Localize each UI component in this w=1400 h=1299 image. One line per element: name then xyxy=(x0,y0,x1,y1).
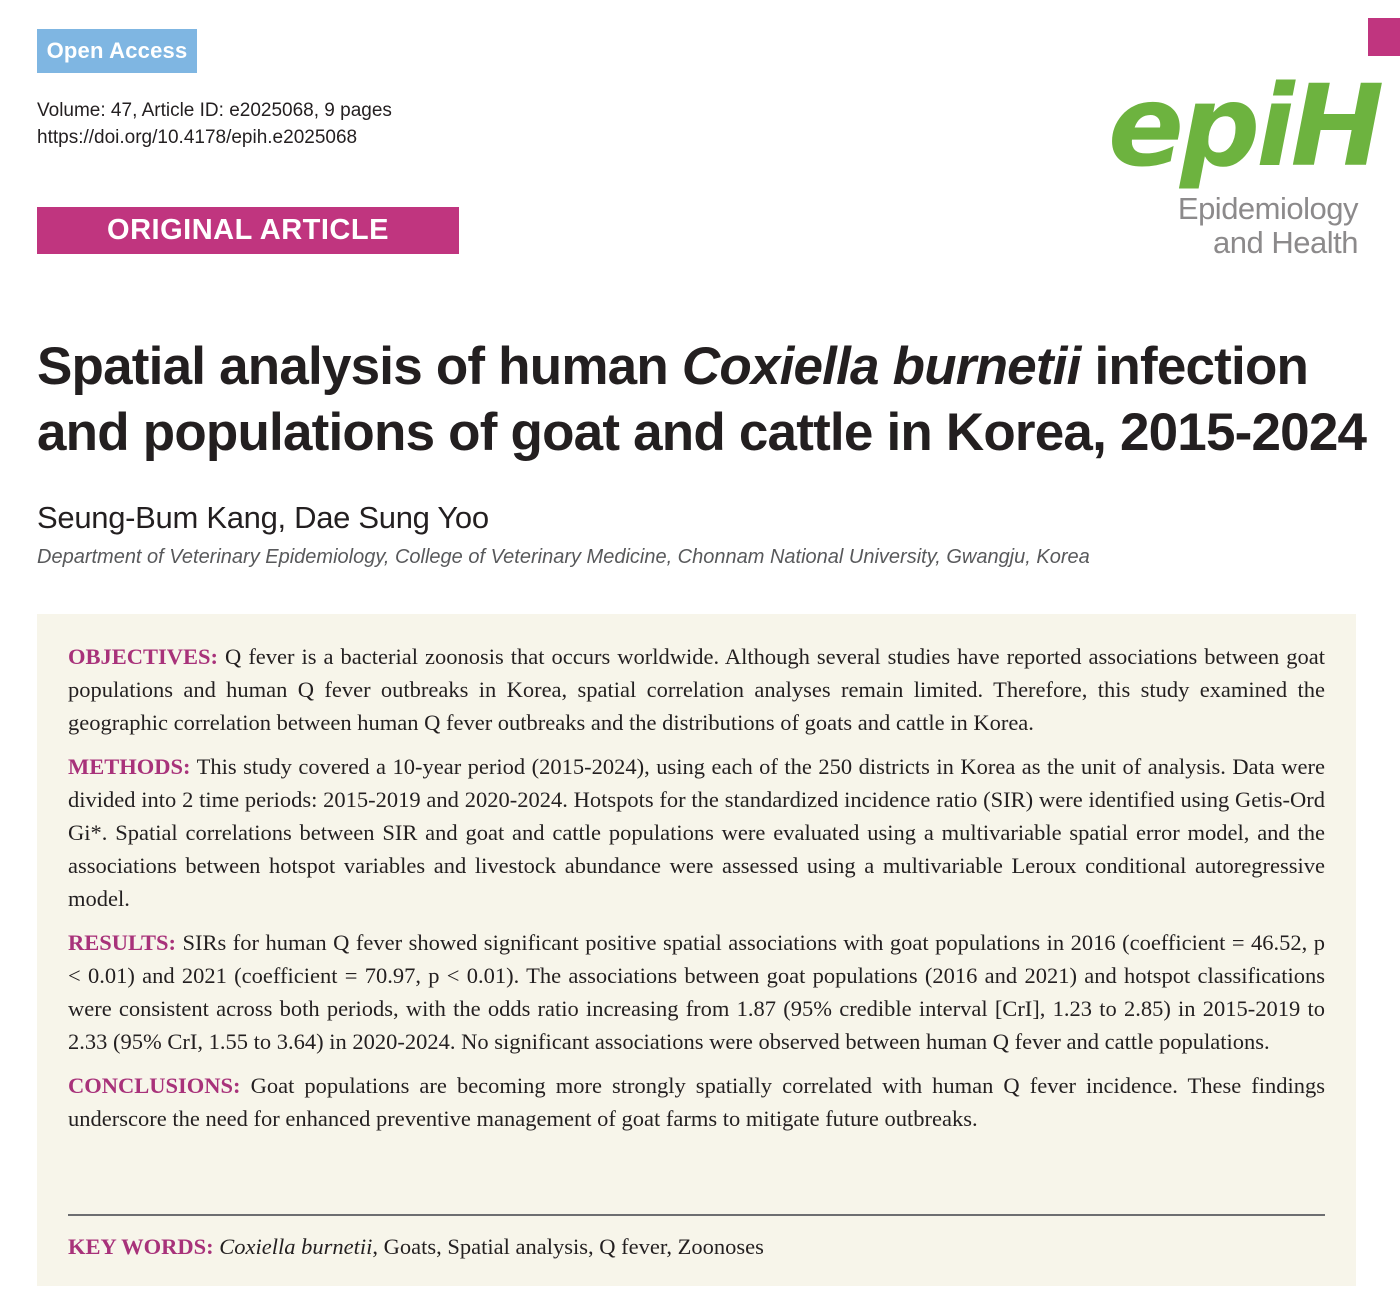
journal-name-line1: Epidemiology xyxy=(1177,191,1358,226)
keywords-divider xyxy=(68,1214,1325,1216)
objectives-text: Q fever is a bacterial zoonosis that occurs worldwide. Although several studies have reported associations between goat populations and human Q fever outbreaks in Korea, spatial correlation analyses remain limited. Therefore, this study examined the geographic correlation between human Q fever outbreaks and the distributions of goats and cattle in Korea. xyxy=(68,644,1325,735)
title-species: Coxiella burnetii xyxy=(681,337,1081,396)
keyword-species: Coxiella burnetii xyxy=(219,1234,373,1259)
results-label: RESULTS: xyxy=(68,930,176,955)
journal-name-line2: and Health xyxy=(1213,225,1358,260)
affiliation: Department of Veterinary Epidemiology, College of Veterinary Medicine, Chonnam National University, Gwangju, Korea xyxy=(37,546,1090,568)
title-part1: Spatial analysis of human xyxy=(37,337,682,396)
objectives-label: OBJECTIVES: xyxy=(68,644,219,669)
title-part2: infection and populations of goat and cattle in Korea, 2015-2024 xyxy=(37,337,1367,462)
results-text: SIRs for human Q fever showed significant positive spatial associations with goat populations in 2016 (coefficient = 46.52, p < 0.01) and 2021 (coefficient = 70.97, p < 0.01). The associations between goat populations (2016 and 2021) and hotspot classifications were consistent across both periods, with the odds ratio increasing from 1.87 (95% credible interval [CrI], 1.23 to 2.85) in 2015-2019 to 2.33 (95% CrI, 1.55 to 3.64) in 2020-2024. No significant associations were observed between human Q fever and cattle populations. xyxy=(68,930,1325,1054)
article-meta xyxy=(37,97,392,151)
doi-link[interactable]: https://doi.org/10.4178/epih.e2025068 xyxy=(37,127,358,148)
abstract-conclusions xyxy=(68,1069,1325,1135)
abstract-body xyxy=(68,640,1325,1146)
article-title xyxy=(37,334,1367,466)
keywords-label: KEY WORDS: xyxy=(68,1234,214,1259)
methods-text: This study covered a 10-year period (2015-2024), using each of the 250 districts in Korea as the unit of analysis. Data were divided into 2 time periods: 2015-2019 and 2020-2024. Hotspots for the standardized incidence ratio (SIR) were identified using Getis-Ord Gi*. Spatial correlations between SIR and goat and cattle populations were evaluated using a multivariable spatial error model, and the associations between hotspot variables and livestock abundance were assessed using a multivariable Leroux conditional autoregressive model. xyxy=(68,754,1325,911)
open-access-badge: Open Access xyxy=(37,29,197,73)
keywords-rest: , Goats, Spatial analysis, Q fever, Zoonoses xyxy=(372,1234,764,1259)
abstract-methods xyxy=(68,750,1325,915)
conclusions-label: CONCLUSIONS: xyxy=(68,1073,241,1098)
journal-logo xyxy=(1108,62,1381,260)
corner-accent-bar xyxy=(1368,18,1400,56)
epih-logo-mark: epiH xyxy=(1108,62,1381,192)
article-type-banner: ORIGINAL ARTICLE xyxy=(37,207,459,254)
conclusions-text: Goat populations are becoming more strongly spatially correlated with human Q fever incidence. These findings underscore the need for enhanced preventive management of goat farms to mitigate future outbreaks. xyxy=(68,1073,1325,1131)
volume-line: Volume: 47, Article ID: e2025068, 9 pages xyxy=(37,100,392,121)
abstract-results xyxy=(68,926,1325,1058)
author-list: Seung-Bum Kang, Dae Sung Yoo xyxy=(37,500,489,535)
abstract-box xyxy=(37,614,1356,1286)
keywords xyxy=(68,1230,764,1263)
abstract-objectives xyxy=(68,640,1325,739)
methods-label: METHODS: xyxy=(68,754,191,779)
